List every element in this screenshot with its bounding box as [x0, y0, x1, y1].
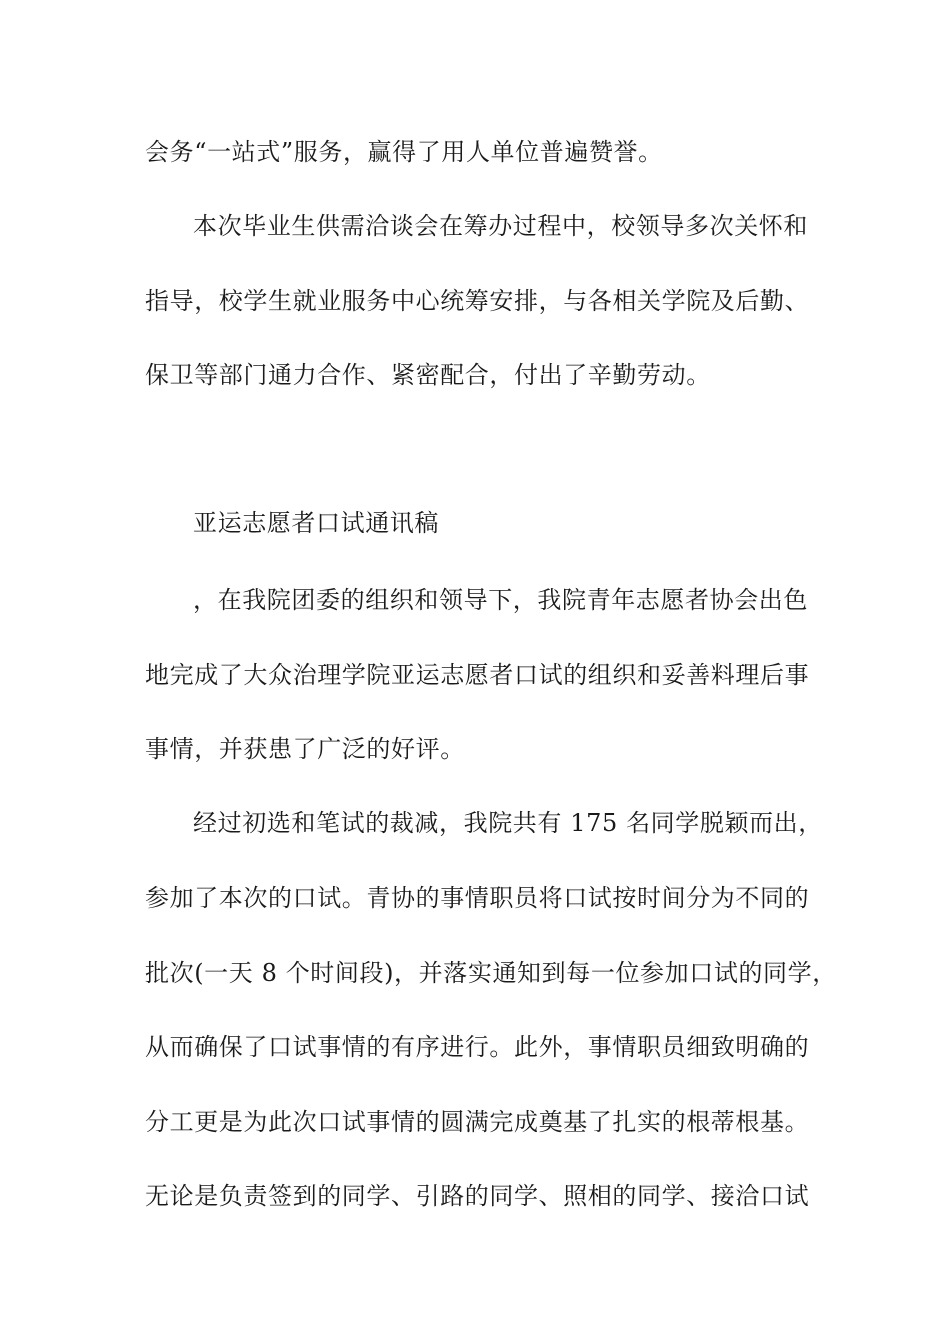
paragraph-line: 分工更是为此次口试事情的圆满完成奠基了扎实的根蒂根基。 [145, 1108, 810, 1136]
paragraph-line: 保卫等部门通力合作、紧密配合，付出了辛勤劳动。 [145, 361, 711, 389]
paragraph-line: 参加了本次的口试。青协的事情职员将口试按时间分为不同的 [145, 884, 810, 912]
paragraph-line: 指导，校学生就业服务中心统筹安排，与各相关学院及后勤、 [145, 287, 810, 315]
paragraph-line: 本次毕业生供需洽谈会在筹办过程中，校领导多次关怀和 [193, 212, 808, 240]
paragraph-line: 无论是负责签到的同学、引路的同学、照相的同学、接洽口试 [145, 1182, 810, 1210]
paragraph-line: 会务“一站式”服务，赢得了用人单位普遍赞誉。 [145, 138, 663, 166]
paragraph-line: 地完成了大众治理学院亚运志愿者口试的组织和妥善料理后事 [145, 661, 810, 689]
section-title: 亚运志愿者口试通讯稿 [193, 509, 439, 537]
paragraph-line: 批次(一天 8 个时间段)，并落实通知到每一位参加口试的同学， [145, 959, 837, 987]
paragraph-line: ，在我院团委的组织和领导下，我院青年志愿者协会出色 [193, 586, 808, 614]
paragraph-line: 经过初选和笔试的裁减，我院共有 175 名同学脱颖而出， [193, 809, 823, 837]
paragraph-line: 事情，并获患了广泛的好评。 [145, 735, 465, 763]
paragraph-line: 从而确保了口试事情的有序进行。此外，事情职员细致明确的 [145, 1033, 810, 1061]
